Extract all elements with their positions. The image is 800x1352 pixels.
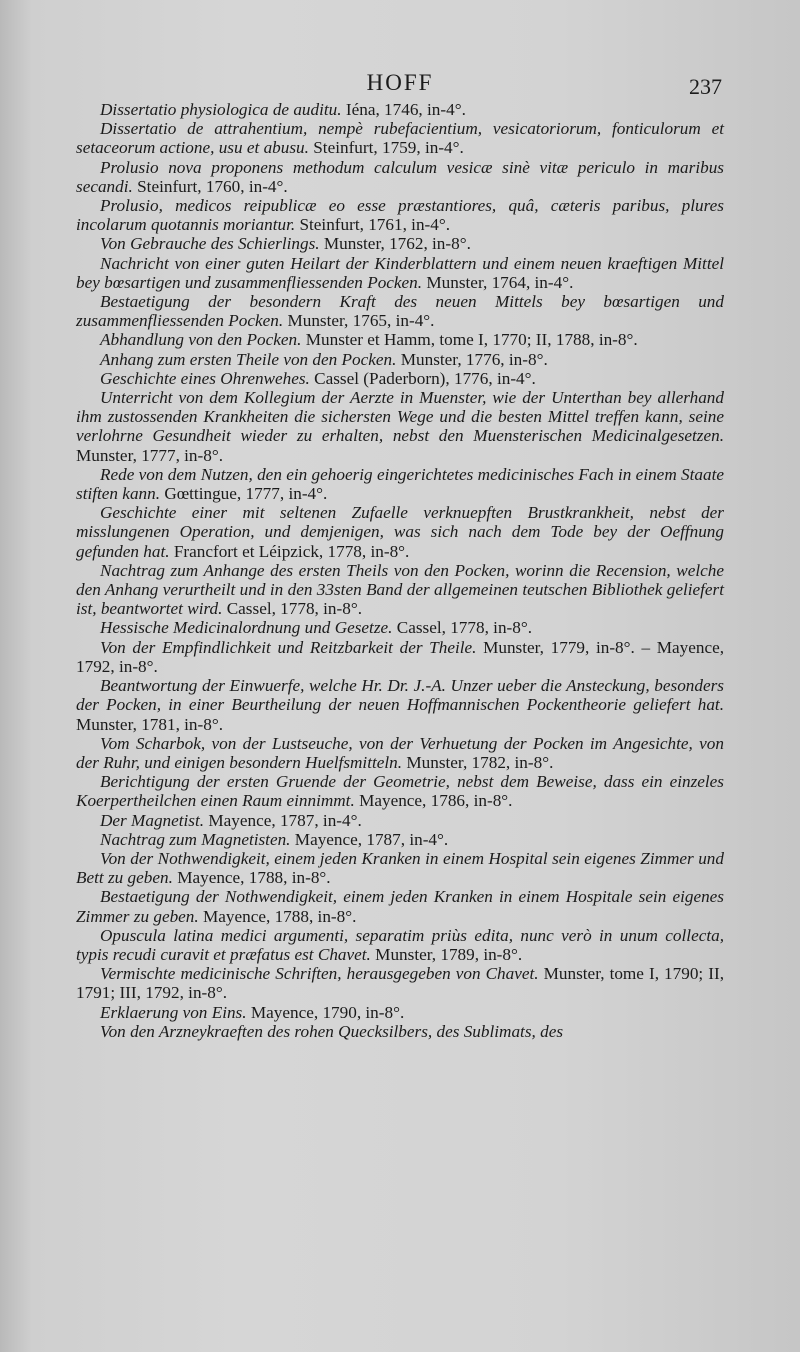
entry-imprint: Munster, 1765, in-4°. (283, 311, 435, 331)
entry-title: Beantwortung der Einwuerfe, welche Hr. Dr. J.-A. Unzer ueber die Ansteckung, besonders der Pocken, in einer Beurtheilung der neuen Hoffmannischen Pockentheorie geliefert hat. (76, 676, 724, 715)
entry-title: Vom Scharbok, von der Lustseuche, von der Verhuetung der Pocken im Angesichte, von der Ruhr, und einigen besondern Huelfsmitteln. (76, 733, 724, 772)
bibliography-entry (76, 638, 724, 676)
entry-title: Nachtrag zum Magnetisten. (100, 829, 291, 849)
bibliography-entry (76, 158, 724, 196)
bibliography-entry (76, 926, 724, 964)
bibliography-entry (76, 369, 724, 388)
entry-imprint: Munster, 1776, in-8°. (396, 349, 548, 369)
entry-title: Nachtrag zum Anhange des ersten Theils von den Pocken, worinn die Recension, welche den Anhang verurtheilt und in den 33sten Band der allgemeinen teutschen Bibliothek geliefert ist, beantwortet wird. (76, 560, 724, 619)
bibliography-entry (76, 350, 724, 369)
entry-imprint: Munster, 1789, in-8°. (370, 944, 523, 964)
entry-imprint: Munster, 1777, in-8°. (76, 445, 224, 465)
entry-imprint: Cassel (Paderborn), 1776, in-4°. (309, 368, 536, 388)
entry-title: Von Gebrauche des Schierlings. (100, 234, 320, 254)
entry-title: Der Magnetist. (100, 810, 205, 830)
bibliography-entry (76, 292, 724, 330)
bibliography-entry (76, 676, 724, 734)
entry-title: Erklaerung von Eins. (100, 1002, 247, 1022)
bibliography-entry (76, 388, 724, 465)
entry-title: Opuscula latina medici argumenti, separatim priùs edita, nunc verò in unum collecta, typis recudi curavit et præfatus est Chavet. (76, 925, 724, 964)
entry-title: Prolusio, medicos reipublicæ eo esse præstantiores, quâ, cæteris paribus, plures incolarum quotannis moriantur. (76, 196, 724, 235)
bibliography-entry (76, 849, 724, 887)
page-header (0, 70, 800, 104)
entry-imprint: Munster, 1782, in-8°. (402, 752, 554, 772)
entry-imprint: Steinfurt, 1760, in-4°. (132, 176, 288, 196)
entry-title: Prolusio nova proponens methodum calculum vesicæ sinè vitæ periculo in maribus secandi. (76, 157, 724, 196)
entry-title: Rede von dem Nutzen, den ein gehoerig eingerichtetes medicinisches Fach in einem Staate stiften kann. (76, 464, 724, 504)
entry-imprint: Mayence, 1790, in-8°. (246, 1002, 405, 1022)
entry-title: Nachricht von einer guten Heilart der Kinderblattern und einem neuen kraeftigen Mittel bey bœsartigen und zusammenfliessenden Pocken. (76, 253, 724, 292)
bibliography-entry (76, 618, 724, 637)
running-head: HOFF (366, 70, 434, 95)
entry-title: Von der Nothwendigkeit, einem jeden Kranken in einem Hospital sein eigenes Zimmer und Bett zu geben. (76, 848, 724, 888)
bibliography-entry (76, 330, 724, 349)
entry-title: Dissertatio physiologica de auditu. (100, 100, 342, 119)
bibliography-entry (76, 1022, 724, 1041)
bibliography-entry (76, 196, 724, 234)
entry-imprint: Mayence, 1788, in-8°. (172, 868, 331, 888)
bibliography-entry (76, 734, 724, 772)
entry-imprint: Francfort et Léipzick, 1778, in-8°. (169, 541, 410, 561)
bibliography-entry (76, 254, 724, 292)
entry-imprint: Munster, 1779, in-8°. – Mayence, 1792, in-8°. (76, 637, 724, 676)
entry-title: Dissertatio de attrahentium, nempè rubefacientium, vesicatoriorum, fonticulorum et setaceorum actione, usu et abusu. (76, 119, 724, 158)
bibliography-entry (76, 964, 724, 1002)
bibliography-entry (76, 772, 724, 810)
entry-imprint: Mayence, 1786, in-8°. (354, 791, 513, 811)
entry-title: Von der Empfindlichkeit und Reitzbarkeit der Theile. (100, 637, 477, 657)
entry-title: Geschichte einer mit seltenen Zufaelle verknuepften Brustkrankheit, nebst der misslungenen Operation, und demjenigen, was sich nach dem Tode bey der Oeffnung gefunden hat. (76, 503, 724, 561)
entry-imprint: Mayence, 1787, in-4°. (290, 829, 449, 849)
entry-imprint: Cassel, 1778, in-8°. (392, 618, 533, 638)
entry-imprint: Steinfurt, 1759, in-4°. (308, 138, 464, 158)
bibliography-entry (76, 830, 724, 849)
bibliography-entry (76, 465, 724, 503)
entry-imprint: Munster, 1781, in-8°. (76, 714, 224, 734)
entry-imprint: Cassel, 1778, in-8°. (222, 599, 363, 619)
entry-imprint: Mayence, 1788, in-8°. (198, 906, 357, 926)
bibliography-entry (76, 503, 724, 561)
entry-title: Geschichte eines Ohrenwehes. (100, 368, 310, 388)
entry-imprint: Munster, tome I, 1790; II, 1791; III, 1792, in-8°. (76, 964, 724, 1003)
entry-title: Bestaetigung der Nothwendigkeit, einem jeden Kranken in einem Hospitale sein eigenes Zimmer zu geben. (76, 887, 724, 926)
entry-title: Von den Arzneykraeften des rohen Quecksilbers, des Sublimats, des (100, 1021, 564, 1041)
entry-title: Anhang zum ersten Theile von den Pocken. (100, 349, 397, 369)
entry-imprint: Munster, 1762, in-8°. (319, 234, 471, 254)
entry-title: Vermischte medicinische Schriften, herausgegeben von Chavet. (100, 964, 539, 984)
entry-imprint: Munster, 1764, in-4°. (422, 272, 574, 292)
bibliography-entry (76, 887, 724, 925)
entry-title: Hessische Medicinalordnung und Gesetze. (100, 618, 393, 638)
bibliography-entry (76, 811, 724, 830)
entry-title: Abhandlung von den Pocken. (100, 330, 302, 350)
entry-title: Berichtigung der ersten Gruende der Geometrie, nebst dem Beweise, dass ein einzeles Koerpertheilchen einen Raum einnimmt. (76, 772, 724, 811)
page-number: 237 (689, 74, 722, 99)
bibliography-entry (76, 234, 724, 253)
entry-title: Bestaetigung der besondern Kraft des neuen Mittels bey bœsartigen und zusammenfliessenden Pocken. (76, 292, 724, 331)
bibliography-list (76, 100, 724, 1041)
entry-imprint: Munster et Hamm, tome I, 1770; II, 1788, in-8°. (301, 330, 638, 350)
entry-imprint: Gœttingue, 1777, in-4°. (160, 484, 328, 504)
bibliography-entry (76, 100, 724, 119)
bibliography-entry (76, 561, 724, 619)
entry-imprint: Mayence, 1787, in-4°. (204, 810, 362, 830)
entry-imprint: Iéna, 1746, in-4°. (341, 100, 466, 119)
bibliography-entry (76, 119, 724, 157)
entry-title: Unterricht von dem Kollegium der Aerzte in Muenster, wie der Unterthan bey allerhand ihm zustossenden Krankheiten die sichersten Wege und die besten Mittel treffen kann, seine verlohrne Gesundheit wieder zu erhalten, nebst den Muensterischen Medicinalgesetzen. (76, 388, 724, 446)
bibliography-entry (76, 1003, 724, 1022)
entry-imprint: Steinfurt, 1761, in-4°. (295, 215, 451, 235)
